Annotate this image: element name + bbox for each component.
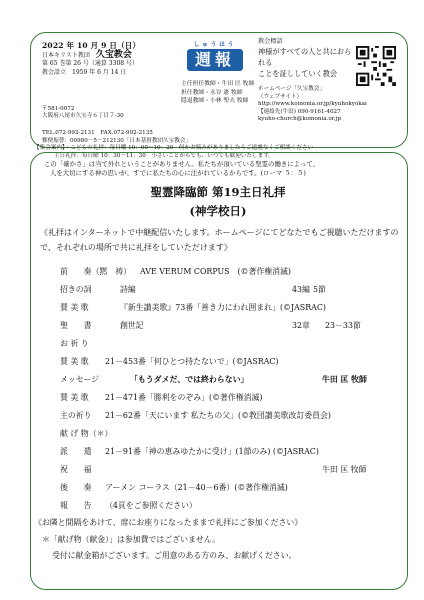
order-row xyxy=(60,407,400,425)
order-extra2: 23－33節 xyxy=(325,321,361,330)
order-item: 賛 美 歌 xyxy=(60,303,89,312)
pastor-item: 主任担任教師・牛田 匡 牧師 xyxy=(181,81,255,87)
offering-note: ＊「献げ物（献金）」は参加費ではございません。 xyxy=(42,535,221,544)
order-row xyxy=(60,317,400,335)
order-content: 『新生讃美歌』73番「善き力にわれ囲まれ」(©JASRAC) xyxy=(120,303,326,312)
postal-code: 〒581-0072 xyxy=(42,106,75,112)
order-extra: 43編 xyxy=(292,285,310,294)
message-title: 「もうダメだ、では終わらない」 xyxy=(130,375,249,384)
order-row xyxy=(60,443,400,461)
meeting-notice: 【集会案内】・こどもの礼拝：毎日曜 10：00～10：20 何かお悩みがありましたらご遠慮なくご相談ください xyxy=(34,145,314,152)
denomination: 日本キリスト教団 xyxy=(42,52,90,60)
intro-line: この「確かさ」は当て外れということがありません。私たちが頂いている聖霊の働きによって、 xyxy=(44,160,320,168)
founded-date: 教会設立 1959 年 6 月 14 日 xyxy=(42,68,127,76)
motto-line: ことを証ししていく教会 xyxy=(258,69,338,79)
order-row xyxy=(60,299,400,317)
preacher-name: 牛田 匡 牧師 xyxy=(322,375,367,384)
logo-ruby: しゅうほう xyxy=(193,42,237,48)
service-title: 聖霊降臨節 第19主日礼拝 xyxy=(150,185,286,199)
tel-fax: TEL.072-992-2131 FAX.072-992-2135 xyxy=(42,130,153,136)
seating-notice: 《お隣と間隔をあけて、席にお座りになったままで礼拝にご参加ください》 xyxy=(34,518,303,527)
order-row xyxy=(60,263,400,281)
order-item: 聖 書 xyxy=(60,321,92,330)
motto-block xyxy=(258,38,358,79)
order-item: 主の祈り xyxy=(60,411,92,420)
order-row xyxy=(60,281,400,299)
order-item: 前 奏（黙 祷） xyxy=(60,267,132,276)
worship-notice: 主日礼拝：毎日曜 10：30～11：30 小さいことがらでも、いつでも歓迎いたします。 xyxy=(54,152,274,159)
order-row xyxy=(60,461,400,479)
order-row xyxy=(60,497,400,515)
order-item: 献 げ 物（＊） xyxy=(60,429,113,438)
contact-phone: 【連絡先(牛田) 090-9161-4027 xyxy=(258,108,341,115)
pastor-item: 隠退教師・小林 聖夫 牧師 xyxy=(181,98,249,105)
website-label: ホームページ「久宝教会」 xyxy=(258,86,326,92)
volume-number: 第 65 巻第 26 号（通算 3308 号） xyxy=(42,60,138,68)
pastor-item: 担任教師・永谷 憲 牧師 xyxy=(181,89,243,96)
order-item: 後 奏 xyxy=(60,483,92,492)
order-item: 招きの詞 xyxy=(60,285,92,294)
order-content: AVE VERUM CORPUS (©著作権消滅) xyxy=(140,267,291,276)
order-item: 報 告 xyxy=(60,501,92,510)
order-item: 賛 美 歌 xyxy=(60,393,89,402)
order-content: アーメン コーラス（21－40－6番）(©著作権消滅) xyxy=(105,483,288,492)
logo-text: 週報 xyxy=(187,49,243,71)
bulletin-date: 2022 年 10 月 9 日（日） xyxy=(42,41,141,50)
order-content: 創世記 xyxy=(120,321,144,330)
order-row xyxy=(60,479,400,497)
service-subtitle: (神学校日) xyxy=(189,204,247,218)
order-extra2: 5節 xyxy=(313,285,326,294)
order-content: 21－453番「何ひとつ持たないで」(©JASRAC) xyxy=(105,357,279,366)
order-row xyxy=(60,353,400,371)
street-address: 大阪府八尾市久宝寺６丁目７-30 xyxy=(42,113,124,120)
contact-block xyxy=(258,86,378,124)
blessing-pastor: 牛田 匡 牧師 xyxy=(322,465,367,474)
order-content: 21－471番「勝利をのぞみ」(©著作権消滅) xyxy=(105,393,263,402)
order-row xyxy=(60,371,400,389)
motto-label: 教会標語 xyxy=(258,38,283,45)
order-content: （4頁をご参照ください） xyxy=(105,501,197,510)
intro-line: 人を大切にする神の思いが、すでに私たちの心に注がれているからです。(ローマ ５：５) xyxy=(50,169,306,177)
order-row xyxy=(60,335,400,353)
order-content: 21－62番「天にいます 私たちの父」(©教団讃美歌改訂委員会) xyxy=(105,411,332,420)
order-content: 21－91番「神の恵みゆたかに受け」(1節のみ) (©JASRAC) xyxy=(105,447,319,456)
intro-text xyxy=(44,160,394,178)
address-block xyxy=(42,106,182,121)
bulletin-logo xyxy=(183,40,247,70)
church-name: 久宝教会 xyxy=(95,50,132,61)
order-extra: 32章 xyxy=(292,321,310,330)
order-item: 祝 福 xyxy=(60,465,92,474)
website-url[interactable]: http://www.koinonia.or.jp/kyuhokyokai xyxy=(258,101,367,108)
contact-email[interactable]: kyuho-church@koinonia.or.jp xyxy=(258,116,341,123)
order-item: 賛 美 歌 xyxy=(60,357,89,366)
order-item: 派 遣 xyxy=(60,447,92,456)
order-row xyxy=(60,425,400,443)
motto-line: 神様がすべての人と共におられる xyxy=(258,47,352,68)
online-notice: 《礼拝はインターネットで中継配信いたします。ホームページにてどなたでもご視聴いただけますので、それぞれの場所で共に礼拝をしていただけます》 xyxy=(40,228,399,252)
offering-box-note: 受付に献金箱がございます。ご用意のある方のみ、お献げください。 xyxy=(52,551,297,560)
order-row xyxy=(60,389,400,407)
website-sub: （ウェブサイト） xyxy=(258,93,303,100)
order-content: 詩編 xyxy=(120,285,136,294)
postal-account: 郵便振替：00980－5－212130「日本基督教団久宝教会」 xyxy=(42,137,191,144)
order-item: メッセージ xyxy=(60,375,99,384)
qr-code-icon xyxy=(356,46,396,86)
order-item: お 祈 り xyxy=(60,339,89,348)
